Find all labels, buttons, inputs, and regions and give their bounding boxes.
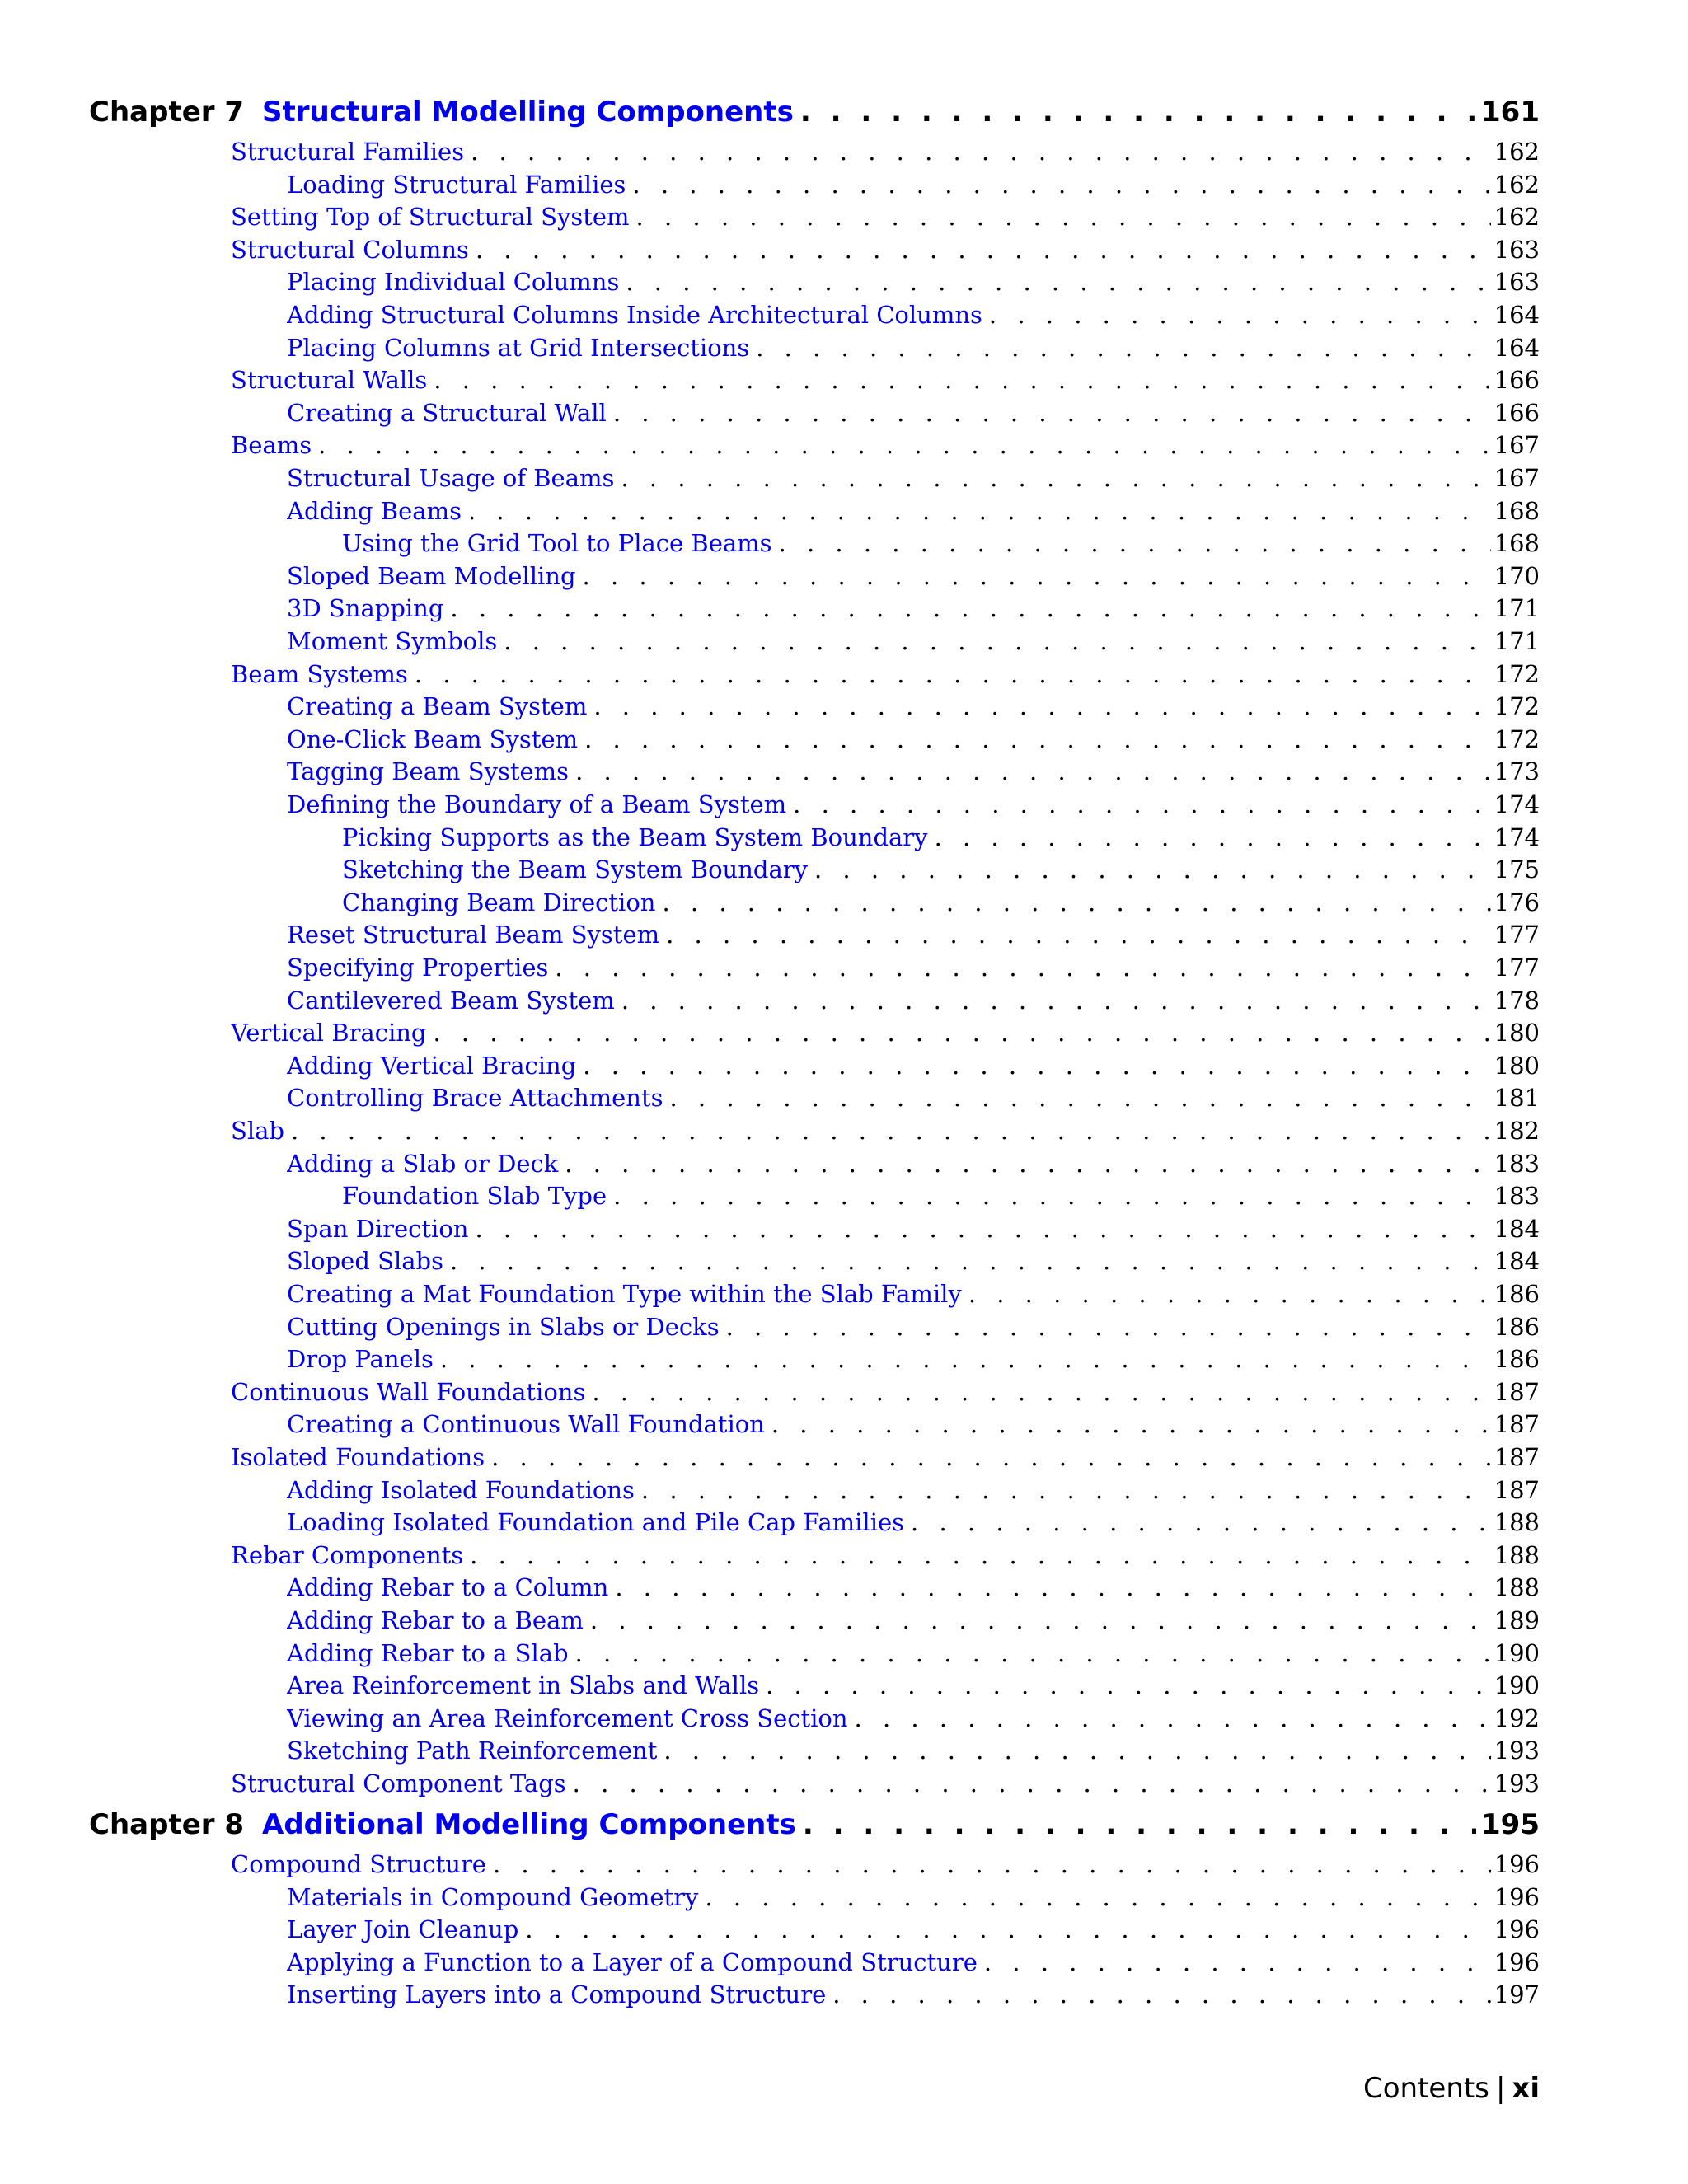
toc-entry[interactable] (287, 331, 1540, 364)
toc-entry[interactable] (342, 821, 1540, 854)
toc-entry[interactable] (231, 1767, 1540, 1800)
toc-entry-page-number: 162 (1493, 203, 1540, 232)
toc-entry[interactable] (287, 1277, 1540, 1310)
toc-entry[interactable] (287, 1571, 1540, 1604)
toc-entry-link[interactable]: Foundation Slab Type (342, 1182, 607, 1211)
chapter-page-number: 161 (1481, 96, 1540, 129)
page-footer (1363, 2069, 1540, 2108)
toc-entry-link[interactable]: Loading Isolated Foundation and Pile Cap Families (287, 1508, 905, 1537)
toc-entry-link[interactable]: Setting Top of Structural System (231, 203, 630, 232)
dot-leader (705, 1881, 1490, 1914)
toc-entry[interactable] (287, 1212, 1540, 1245)
toc-entry-link[interactable]: Adding Structural Columns Inside Architectural Columns (287, 301, 982, 329)
toc-entry[interactable] (287, 1310, 1540, 1343)
toc-entry-page-number: 184 (1493, 1214, 1540, 1243)
toc-entry[interactable] (287, 494, 1540, 527)
toc-entry-link[interactable]: Structural Component Tags (231, 1769, 566, 1797)
toc-entry[interactable] (287, 1978, 1540, 2011)
dot-leader (493, 1848, 1491, 1881)
toc-entry[interactable] (287, 1081, 1540, 1114)
dot-leader (626, 265, 1490, 298)
toc-entry[interactable] (287, 168, 1540, 201)
toc-entry[interactable] (287, 462, 1540, 494)
toc-entry[interactable] (287, 1343, 1540, 1376)
toc-entry[interactable] (287, 265, 1540, 298)
toc-entry-link[interactable]: Sloped Slabs (287, 1247, 443, 1276)
toc-entry[interactable] (231, 1016, 1540, 1049)
toc-entry-page-number: 162 (1493, 170, 1540, 199)
toc-entry-link[interactable]: Structural Walls (231, 366, 428, 395)
toc-entry[interactable] (287, 1946, 1540, 1979)
toc-entry-page-number: 193 (1493, 1736, 1540, 1765)
toc-entry-page-number: 192 (1493, 1704, 1540, 1732)
toc-entry-link[interactable]: Adding Rebar to a Beam (287, 1606, 584, 1634)
toc-entry-link[interactable]: Materials in Compound Geometry (287, 1882, 699, 1911)
chapter-heading[interactable] (89, 1805, 1540, 1844)
toc-entry[interactable] (287, 951, 1540, 984)
dot-leader (803, 1805, 1476, 1844)
toc-entry[interactable] (287, 1604, 1540, 1637)
toc-entry-link[interactable]: Beam Systems (231, 659, 408, 688)
toc-entry-link[interactable]: Placing Columns at Grid Intersections (287, 333, 750, 362)
toc-entry-link[interactable]: Continuous Wall Foundations (231, 1377, 586, 1406)
dot-leader (793, 788, 1490, 821)
toc-entry[interactable] (342, 886, 1540, 919)
toc-entry-page-number: 171 (1493, 627, 1540, 655)
chapter-label: Chapter 7 (89, 96, 245, 129)
dot-leader (641, 1474, 1491, 1507)
toc-entry-link[interactable]: Changing Beam Direction (342, 888, 656, 916)
toc-entry-link[interactable]: Inserting Layers into a Compound Structure (287, 1980, 827, 2009)
toc-entry[interactable] (287, 1669, 1540, 1702)
toc-entry-page-number: 197 (1493, 1980, 1540, 2009)
toc-entry-page-number: 188 (1493, 1508, 1540, 1537)
toc-entry[interactable] (231, 1441, 1540, 1474)
toc-entry[interactable] (287, 1506, 1540, 1539)
toc-entry-link[interactable]: Viewing an Area Reinforcement Cross Section (287, 1704, 848, 1732)
toc-entry-link[interactable]: Compound Structure (231, 1850, 486, 1878)
toc-entry-link[interactable]: Adding Rebar to a Slab (287, 1638, 569, 1667)
dot-leader (621, 984, 1491, 1017)
toc-entry-page-number: 184 (1493, 1247, 1540, 1276)
toc-entry-page-number: 164 (1493, 333, 1540, 362)
dot-leader (584, 723, 1491, 756)
toc-entry-page-number: 173 (1493, 757, 1540, 786)
toc-entry-page-number: 188 (1493, 1573, 1540, 1602)
dot-leader (291, 1114, 1491, 1147)
toc-entry-page-number: 187 (1493, 1377, 1540, 1406)
toc-entry-page-number: 180 (1493, 1051, 1540, 1080)
toc-entry-link[interactable]: Vertical Bracing (231, 1019, 427, 1047)
toc-entry-page-number: 188 (1493, 1540, 1540, 1569)
toc-entry-link[interactable]: Controlling Brace Attachments (287, 1084, 663, 1113)
toc-entry-page-number: 168 (1493, 529, 1540, 558)
toc-entry[interactable] (287, 1049, 1540, 1082)
toc-entry[interactable] (231, 1114, 1540, 1147)
toc-entry-page-number: 175 (1493, 855, 1540, 884)
toc-entry-page-number: 193 (1493, 1769, 1540, 1797)
toc-entry[interactable] (231, 233, 1540, 266)
toc-entry-page-number: 166 (1493, 398, 1540, 427)
dot-leader (613, 1179, 1490, 1212)
dot-leader (613, 396, 1491, 429)
toc-entry-link[interactable]: Moment Symbols (287, 627, 498, 655)
chapter-label: Chapter 8 (89, 1808, 245, 1841)
toc-entry-link[interactable]: Adding Vertical Bracing (287, 1051, 577, 1080)
toc-entry[interactable] (287, 1734, 1540, 1767)
dot-leader (621, 462, 1490, 494)
dot-leader (771, 1408, 1491, 1441)
toc-entry-link[interactable]: Adding Beams (287, 496, 462, 525)
toc-entry-page-number: 196 (1493, 1915, 1540, 1944)
toc-entry-page-number: 186 (1493, 1312, 1540, 1341)
dot-leader (935, 821, 1491, 854)
toc-entry-page-number: 183 (1493, 1182, 1540, 1211)
toc-entry[interactable] (287, 690, 1540, 723)
toc-entry[interactable] (287, 1637, 1540, 1670)
dot-leader (593, 690, 1490, 723)
toc-entry[interactable] (342, 527, 1540, 560)
toc-entry-page-number: 196 (1493, 1850, 1540, 1878)
toc-entry[interactable] (231, 1376, 1540, 1408)
dot-leader (491, 1441, 1491, 1474)
dot-leader (984, 1946, 1491, 1979)
dot-leader (318, 429, 1490, 462)
toc-entry-page-number: 186 (1493, 1345, 1540, 1374)
dot-leader (583, 560, 1491, 593)
toc-entry-page-number: 181 (1493, 1084, 1540, 1113)
toc-entry[interactable] (342, 1179, 1540, 1212)
toc-entry[interactable] (287, 298, 1540, 331)
chapter-page-number: 195 (1481, 1808, 1540, 1841)
toc-entry-link[interactable]: Structural Usage of Beams (287, 464, 615, 492)
dot-leader (590, 1604, 1491, 1637)
toc-entry-page-number: 187 (1493, 1443, 1540, 1471)
dot-leader (433, 1016, 1490, 1049)
dot-leader (615, 1571, 1490, 1604)
toc-entry-page-number: 166 (1493, 366, 1540, 395)
toc-entry-link[interactable]: 3D Snapping (287, 594, 444, 623)
toc-entry[interactable] (231, 135, 1540, 168)
toc-entry-page-number: 167 (1493, 464, 1540, 492)
toc-entry[interactable] (287, 755, 1540, 788)
footer-separator: | (1495, 2072, 1506, 2105)
toc-entry-link[interactable]: Adding Rebar to a Column (287, 1573, 609, 1602)
toc-entry[interactable] (231, 1848, 1540, 1881)
toc-entry-page-number: 168 (1493, 496, 1540, 525)
toc-entry-link[interactable]: Sketching the Beam System Boundary (342, 855, 808, 884)
toc-entry-page-number: 189 (1493, 1606, 1540, 1634)
toc-entry[interactable] (287, 560, 1540, 593)
dot-leader (779, 527, 1491, 560)
toc-entry[interactable] (287, 1702, 1540, 1735)
dot-leader (475, 1212, 1490, 1245)
toc-entry[interactable] (231, 658, 1540, 691)
toc-entry-page-number: 176 (1493, 888, 1540, 916)
chapter-title-link[interactable]: Structural Modelling Components (262, 96, 794, 129)
toc-entry[interactable] (287, 723, 1540, 756)
toc-entry-link[interactable]: One-Click Beam System (287, 724, 579, 753)
toc-entry-page-number: 163 (1493, 268, 1540, 297)
dot-leader (726, 1310, 1491, 1343)
toc-entry[interactable] (287, 1147, 1540, 1180)
toc-entry-link[interactable]: Sloped Beam Modelling (287, 561, 576, 590)
dot-leader (468, 494, 1491, 527)
toc-entry-link[interactable]: Isolated Foundations (231, 1443, 485, 1471)
toc-entry-link[interactable]: Creating a Continuous Wall Foundation (287, 1410, 765, 1439)
toc-entry[interactable] (231, 429, 1540, 462)
dot-leader (565, 1147, 1490, 1180)
toc-entry[interactable] (287, 984, 1540, 1017)
toc-entry-page-number: 190 (1493, 1638, 1540, 1667)
toc-entry[interactable] (287, 788, 1540, 821)
toc-entry-link[interactable]: Span Direction (287, 1214, 469, 1243)
toc-entry-link[interactable]: Picking Supports as the Beam System Boundary (342, 823, 928, 851)
toc-entry[interactable] (287, 1244, 1540, 1277)
chapter-title-link[interactable]: Additional Modelling Components (262, 1808, 796, 1841)
toc-entry-link[interactable]: Creating a Beam System (287, 692, 588, 721)
toc-entry[interactable] (287, 1474, 1540, 1507)
toc-entry[interactable] (287, 396, 1540, 429)
toc-entry-page-number: 178 (1493, 986, 1540, 1015)
dot-leader (415, 658, 1491, 691)
toc-entry-page-number: 186 (1493, 1280, 1540, 1308)
footer-page-number: xi (1512, 2072, 1540, 2105)
toc-entry[interactable] (231, 1539, 1540, 1572)
dot-leader (662, 886, 1490, 919)
toc-entry-link[interactable]: Structural Columns (231, 235, 469, 264)
dot-leader (636, 200, 1491, 233)
toc-entry-page-number: 177 (1493, 954, 1540, 982)
toc-entry[interactable] (287, 1408, 1540, 1441)
dot-leader (800, 92, 1476, 132)
toc-entry-page-number: 164 (1493, 301, 1540, 329)
toc-entry-link[interactable]: Placing Individual Columns (287, 268, 620, 297)
footer-section-label: Contents (1363, 2072, 1489, 2105)
toc-entry[interactable] (287, 918, 1540, 951)
toc-entry-link[interactable]: Adding a Slab or Deck (287, 1149, 559, 1178)
toc-entry-page-number: 174 (1493, 790, 1540, 818)
dot-leader (575, 755, 1491, 788)
dot-leader (911, 1506, 1491, 1539)
toc-entry-page-number: 196 (1493, 1882, 1540, 1911)
toc-entry-link[interactable]: Slab (231, 1117, 284, 1145)
toc-entry-link[interactable]: Reset Structural Beam System (287, 921, 660, 949)
toc-entry-page-number: 187 (1493, 1410, 1540, 1439)
toc-entry[interactable] (287, 592, 1540, 625)
toc-entry[interactable] (342, 853, 1540, 886)
toc-entry-page-number: 177 (1493, 921, 1540, 949)
toc-entry-link[interactable]: Applying a Function to a Layer of a Compound Structure (287, 1947, 978, 1976)
chapter-heading[interactable] (89, 92, 1540, 132)
toc-entry-page-number: 163 (1493, 235, 1540, 264)
toc-entry-link[interactable]: Creating a Mat Foundation Type within the Slab Family (287, 1280, 962, 1308)
dot-leader (670, 1081, 1491, 1114)
toc-entry-page-number: 172 (1493, 659, 1540, 688)
toc-entry-link[interactable]: Adding Isolated Foundations (287, 1475, 635, 1504)
toc-entry-link[interactable]: Beams (231, 431, 312, 460)
toc-entry-link[interactable]: Layer Join Cleanup (287, 1915, 519, 1944)
toc-entry[interactable] (231, 200, 1540, 233)
toc-entry-link[interactable]: Tagging Beam Systems (287, 757, 570, 786)
dot-leader (663, 1734, 1490, 1767)
toc-entry[interactable] (287, 1881, 1540, 1914)
dot-leader (814, 853, 1491, 886)
dot-leader (555, 951, 1490, 984)
toc-entry-link[interactable]: Drop Panels (287, 1345, 434, 1374)
dot-leader (855, 1702, 1491, 1735)
dot-leader (575, 1637, 1491, 1670)
toc-entry-page-number: 174 (1493, 823, 1540, 851)
dot-leader (450, 1244, 1491, 1277)
dot-leader (525, 1913, 1490, 1946)
dot-leader (632, 168, 1490, 201)
toc-entry-link[interactable]: Sketching Path Reinforcement (287, 1736, 658, 1765)
dot-leader (471, 135, 1491, 168)
dot-leader (766, 1669, 1491, 1702)
toc-entry-page-number: 187 (1493, 1475, 1540, 1504)
toc-entry-link[interactable]: Rebar Components (231, 1540, 464, 1569)
toc-entry-link[interactable]: Specifying Properties (287, 954, 549, 982)
toc-entry-page-number: 196 (1493, 1947, 1540, 1976)
toc-entry[interactable] (231, 363, 1540, 396)
dot-leader (592, 1376, 1490, 1408)
dot-leader (968, 1277, 1491, 1310)
dot-leader (666, 918, 1491, 951)
toc-entry-link[interactable]: Creating a Structural Wall (287, 398, 607, 427)
toc-entry-page-number: 172 (1493, 724, 1540, 753)
dot-leader (450, 592, 1490, 625)
toc-entry-page-number: 167 (1493, 431, 1540, 460)
toc-entry-link[interactable]: Area Reinforcement in Slabs and Walls (287, 1671, 760, 1700)
dot-leader (573, 1767, 1491, 1800)
toc-entry-page-number: 182 (1493, 1117, 1540, 1145)
toc-entry-page-number: 190 (1493, 1671, 1540, 1700)
dot-leader (434, 363, 1490, 396)
dot-leader (470, 1539, 1490, 1572)
toc-entry-link[interactable]: Cantilevered Beam System (287, 986, 615, 1015)
toc-entry-page-number: 183 (1493, 1149, 1540, 1178)
toc-entry-page-number: 162 (1493, 138, 1540, 166)
dot-leader (440, 1343, 1491, 1376)
dot-leader (832, 1978, 1490, 2011)
toc-entry-link[interactable]: Structural Families (231, 138, 465, 166)
toc-entry[interactable] (287, 625, 1540, 658)
dot-leader (756, 331, 1490, 364)
toc-entry-page-number: 172 (1493, 692, 1540, 721)
toc-entry-link[interactable]: Defining the Boundary of a Beam System (287, 790, 787, 818)
toc-entry-page-number: 180 (1493, 1019, 1540, 1047)
toc-entry-page-number: 170 (1493, 561, 1540, 590)
dot-leader (476, 233, 1491, 266)
toc-entry-link[interactable]: Using the Grid Tool to Place Beams (342, 529, 772, 558)
toc-entry-link[interactable]: Cutting Openings in Slabs or Decks (287, 1312, 720, 1341)
dot-leader (504, 625, 1490, 658)
toc-entry-link[interactable]: Loading Structural Families (287, 170, 626, 199)
dot-leader (583, 1049, 1490, 1082)
toc-entry-page-number: 171 (1493, 594, 1540, 623)
toc-entry[interactable] (287, 1913, 1540, 1946)
dot-leader (989, 298, 1491, 331)
